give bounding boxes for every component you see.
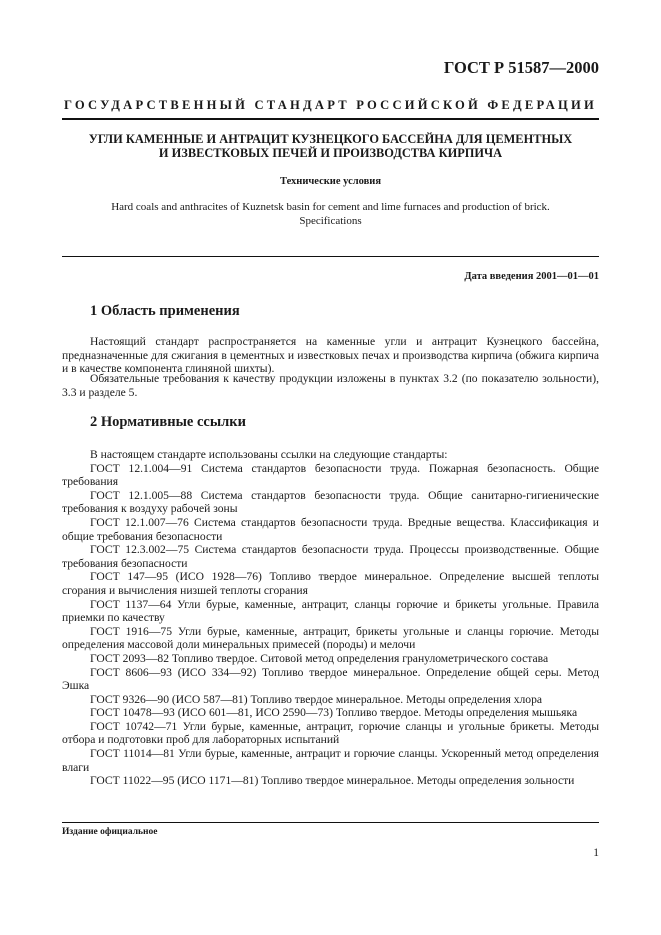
reference-item: ГОСТ 11022—95 (ИСО 1171—81) Топливо твердое минеральное. Методы определения зольности bbox=[90, 774, 575, 788]
reference-item: ГОСТ 1137—64 Угли бурые, каменные, антрацит, сланцы горючие и брикеты угольные. Правила приемки по качеству bbox=[62, 597, 599, 625]
gost-code: ГОСТ Р 51587—2000 bbox=[443, 58, 599, 77]
introduction-date: Дата введения 2001—01—01 bbox=[464, 271, 599, 282]
reference-item: ГОСТ 9326—90 (ИСО 587—81) Топливо твердое минеральное. Методы определения хлора bbox=[90, 692, 543, 706]
document-title bbox=[70, 132, 591, 160]
references-list bbox=[62, 448, 599, 788]
section-1-heading: 1 Область применения bbox=[90, 303, 240, 319]
reference-item: ГОСТ 12.1.004—91 Система стандартов безопасности труда. Пожарная безопасность. Общие требования bbox=[62, 461, 599, 489]
title-divider bbox=[62, 256, 599, 257]
section-1-paragraph: Обязательные требования к качеству продукции изложены в пунктах 3.2 (по показателю зольности), 3.3 и разделе 5. bbox=[62, 372, 599, 399]
references-intro: В настоящем стандарте использованы ссылки на следующие стандарты: bbox=[90, 448, 448, 461]
section-1-paragraph: Настоящий стандарт распространяется на каменные угли и антрацит Кузнецкого бассейна, предназначенные для сжигания в цементных и известковых печах и производства кирпича (обжига кирпича и в качестве компонента глиняной шихты). bbox=[62, 335, 599, 376]
page-number: 1 bbox=[593, 847, 599, 859]
footer-divider bbox=[62, 822, 599, 823]
reference-item: ГОСТ 10478—93 (ИСО 601—81, ИСО 2590—73) Топливо твердое. Методы определения мышьяка bbox=[90, 706, 578, 720]
english-title-line-2: Specifications bbox=[299, 215, 362, 227]
reference-item: ГОСТ 10742—71 Угли бурые, каменные, антрацит, горючие сланцы и угольные брикеты. Методы отбора и подготовки проб для лабораторных испытаний bbox=[62, 719, 599, 747]
reference-item: ГОСТ 12.1.007—76 Система стандартов безопасности труда. Вредные вещества. Классификация и общие требования безопасности bbox=[62, 515, 599, 543]
english-title bbox=[62, 200, 599, 228]
reference-item: ГОСТ 11014—81 Угли бурые, каменные, антрацит и горючие сланцы. Ускоренный метод определения влаги bbox=[62, 747, 599, 774]
technical-conditions: Технические условия bbox=[279, 176, 382, 187]
reference-item: ГОСТ 12.1.005—88 Система стандартов безопасности труда. Общие санитарно-гигиенические требования к воздуху рабочей зоны bbox=[62, 488, 599, 516]
english-title-line-1: Hard coals and anthracites of Kuznetsk basin for cement and lime furnaces and production of brick. bbox=[111, 201, 550, 213]
state-standard-title: ГОСУДАРСТВЕННЫЙ СТАНДАРТ РОССИЙСКОЙ ФЕДЕРАЦИИ bbox=[63, 98, 598, 112]
reference-item: ГОСТ 1916—75 Угли бурые, каменные, антрацит, брикеты угольные и сланцы горючие. Методы определения массовой доли минеральных примесей (породы) и мелочи bbox=[62, 624, 599, 652]
official-edition-label: Издание официальное bbox=[62, 827, 158, 837]
document-title-line-1: УГЛИ КАМЕННЫЕ И АНТРАЦИТ КУЗНЕЦКОГО БАССЕЙНА ДЛЯ ЦЕМЕНТНЫХ bbox=[88, 132, 573, 146]
section-2-heading: 2 Нормативные ссылки bbox=[90, 414, 246, 430]
reference-item: ГОСТ 8606—93 (ИСО 334—92) Топливо твердое минеральное. Определение общей серы. Метод Эшка bbox=[62, 665, 599, 693]
header-divider bbox=[62, 118, 599, 120]
reference-item: ГОСТ 2093—82 Топливо твердое. Ситовой метод определения гранулометрического состава bbox=[90, 651, 549, 665]
reference-item: ГОСТ 12.3.002—75 Система стандартов безопасности труда. Процессы производственные. Общие требования безопасности bbox=[62, 543, 599, 570]
reference-item: ГОСТ 147—95 (ИСО 1928—76) Топливо твердое минеральное. Определение высшей теплоты сгорания и вычисления низшей теплоты сгорания bbox=[62, 570, 599, 597]
document-title-line-2: И ИЗВЕСТКОВЫХ ПЕЧЕЙ И ПРОИЗВОДСТВА КИРПИЧА bbox=[158, 146, 503, 160]
